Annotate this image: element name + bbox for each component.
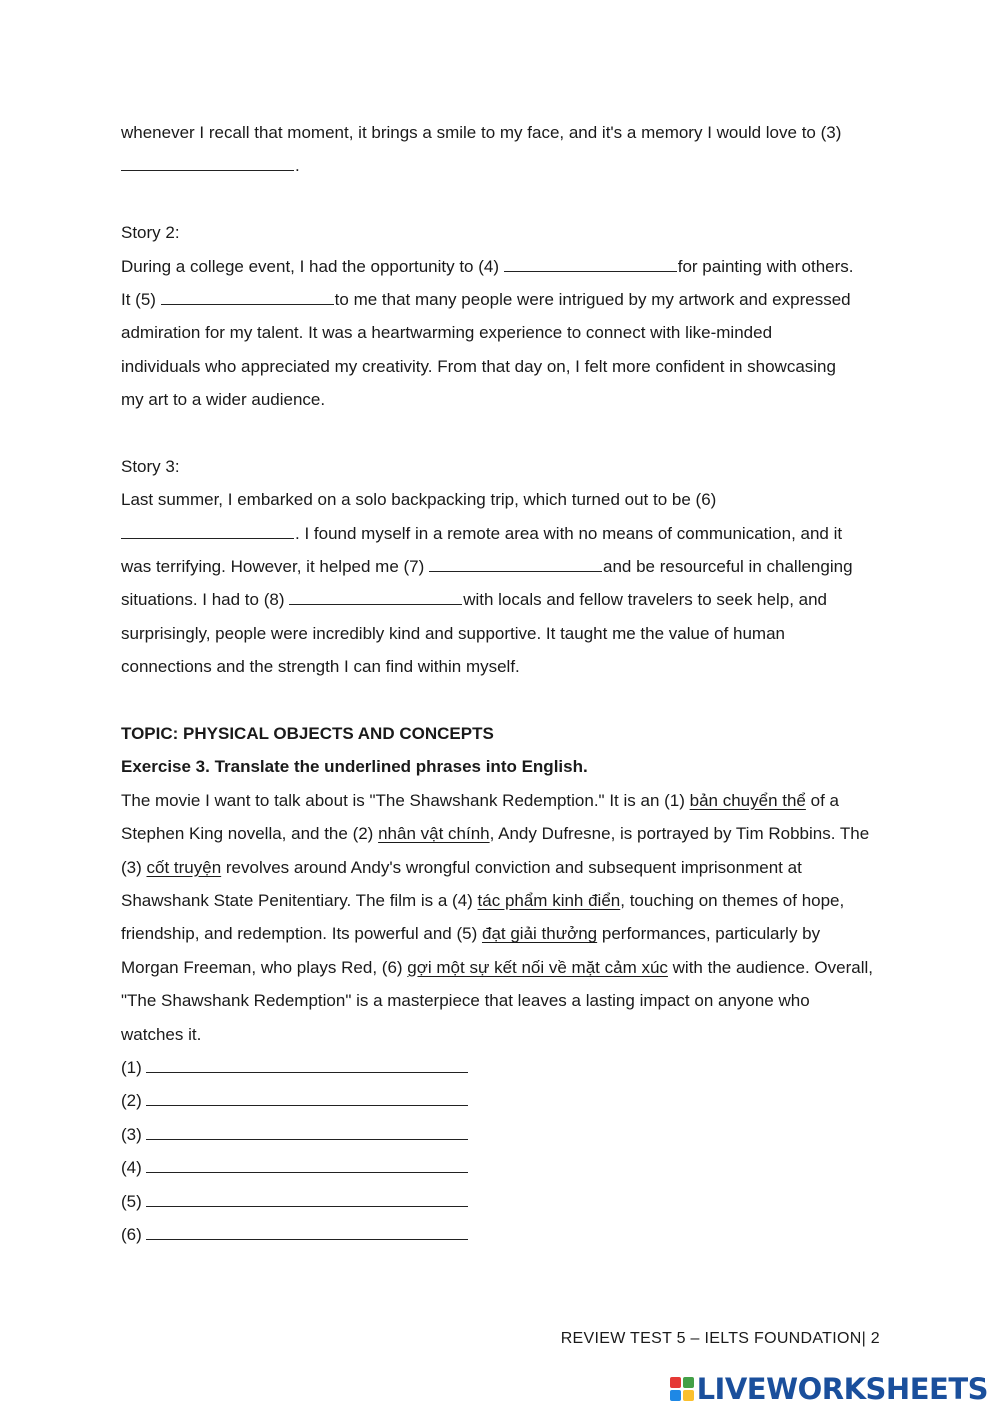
underlined-phrase-1: bản chuyển thể [689, 790, 806, 810]
underlined-phrase-6: gợi một sự kết nối về mặt cảm xúc [407, 957, 668, 977]
story3-line: Last summer, I embarked on a solo backpacking trip, which turned out to be (6) [121, 490, 717, 510]
answer-field-2[interactable] [146, 1085, 468, 1106]
blank-8[interactable] [289, 585, 462, 605]
passage-line: friendship, and redemption. Its powerful and (5) đạt giải thưởng performances, particularly by [121, 924, 821, 944]
answer-field-5[interactable] [146, 1186, 468, 1207]
answer-row: (1) [121, 1051, 891, 1084]
logo-square [670, 1377, 681, 1388]
story3-heading: Story 3: [121, 456, 180, 476]
passage-line: "The Shawshank Redemption" is a masterpiece that leaves a lasting impact on anyone who [121, 991, 810, 1011]
passage-line: Morgan Freeman, who plays Red, (6) gợi một sự kết nối về mặt cảm xúc with the audience. Overall, [121, 957, 873, 977]
story2-line: admiration for my talent. It was a heartwarming experience to connect with like-minded [121, 323, 773, 343]
logo-text: LIVEWORKSHEETS [696, 1372, 988, 1406]
blank-7[interactable] [429, 552, 602, 572]
story3-line: surprisingly, people were incredibly kind and supportive. It taught me the value of human [121, 623, 786, 643]
blank-3[interactable] [121, 151, 294, 171]
blank-6[interactable] [121, 519, 294, 539]
answer-row: (6) [121, 1218, 891, 1251]
story3-line: situations. I had to (8) with locals and fellow travelers to seek help, and [121, 583, 891, 616]
intro-blank-line: . [121, 149, 891, 182]
passage-line: The movie I want to talk about is "The Shawshank Redemption." It is an (1) bản chuyển thể of a [121, 790, 839, 810]
answer-row: (2) [121, 1084, 891, 1117]
story2-line: individuals who appreciated my creativity. From that day on, I felt more confident in showcasing [121, 356, 836, 376]
logo-square [683, 1377, 694, 1388]
underlined-phrase-2: nhân vật chính [378, 824, 490, 844]
worksheet-body [121, 116, 891, 1251]
logo-square [683, 1390, 694, 1401]
answer-row: (4) [121, 1151, 891, 1184]
answer-field-3[interactable] [146, 1119, 468, 1140]
story2-heading: Story 2: [121, 223, 180, 243]
intro-line: whenever I recall that moment, it brings a smile to my face, and it's a memory I would love to (3) [121, 123, 842, 142]
exercise-title: Exercise 3. Translate the underlined phrases into English. [121, 757, 588, 777]
topic-heading: TOPIC: PHYSICAL OBJECTS AND CONCEPTS [121, 724, 494, 744]
answer-field-4[interactable] [146, 1152, 468, 1173]
story3-line: connections and the strength I can find within myself. [121, 657, 520, 677]
passage-line: (3) cốt truyện revolves around Andy's wrongful conviction and subsequent imprisonment at [121, 857, 802, 877]
passage-line: Stephen King novella, and the (2) nhân vật chính, Andy Dufresne, is portrayed by Tim Robbins. The [121, 824, 870, 844]
story3-line: was terrifying. However, it helped me (7) and be resourceful in challenging [121, 550, 891, 583]
story2-line: During a college event, I had the opportunity to (4) for painting with others. [121, 250, 891, 283]
passage-line: Shawshank State Penitentiary. The film is a (4) tác phẩm kinh điển, touching on themes of hope, [121, 890, 845, 910]
answer-field-1[interactable] [146, 1052, 468, 1073]
logo-mark-icon [670, 1377, 694, 1401]
blank-5[interactable] [161, 285, 334, 305]
story2-line: my art to a wider audience. [121, 390, 326, 410]
answer-row: (5) [121, 1185, 891, 1218]
answer-row: (3) [121, 1118, 891, 1151]
passage-line: watches it. [121, 1024, 202, 1044]
blank-4[interactable] [504, 252, 677, 272]
logo-square [670, 1390, 681, 1401]
liveworksheets-logo [670, 1372, 988, 1406]
answer-field-6[interactable] [146, 1219, 468, 1240]
underlined-phrase-4: tác phẩm kinh điển [477, 890, 621, 910]
page-footer: REVIEW TEST 5 – IELTS FOUNDATION| 2 [560, 1330, 880, 1347]
story3-line: . I found myself in a remote area with no means of communication, and it [121, 517, 891, 550]
underlined-phrase-5: đạt giải thưởng [481, 924, 598, 944]
underlined-phrase-3: cốt truyện [146, 857, 222, 877]
story2-line: It (5) to me that many people were intrigued by my artwork and expressed [121, 283, 891, 316]
